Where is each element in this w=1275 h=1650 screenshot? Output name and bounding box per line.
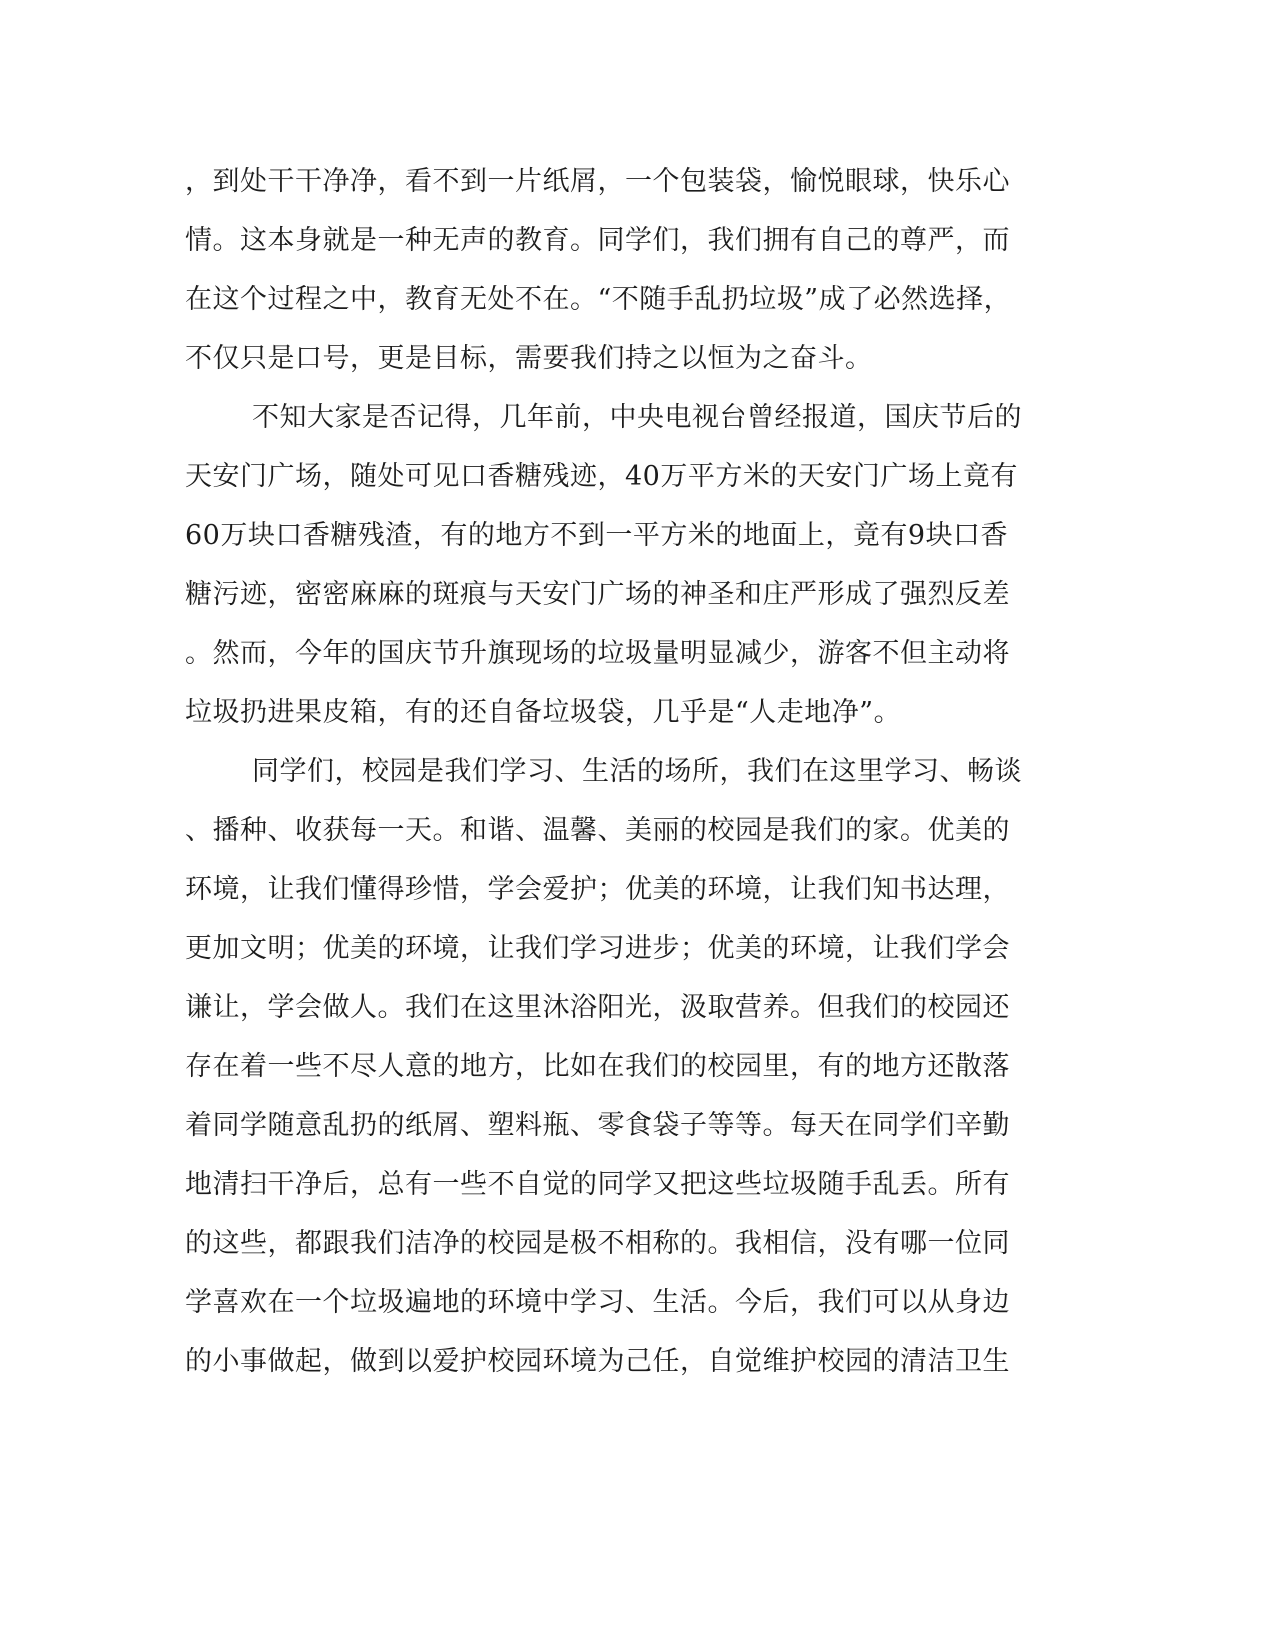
text-line: 谦让，学会做人。我们在这里沐浴阳光，汲取营养。但我们的校园还 [185, 992, 1010, 1023]
text-line: ，到处干干净净，看不到一片纸屑，一个包装袋，愉悦眼球，快乐心 [185, 166, 1010, 197]
text-line: 情。这本身就是一种无声的教育。同学们，我们拥有自己的尊严，而 [185, 225, 1010, 256]
text-line: 环境，让我们懂得珍惜，学会爱护；优美的环境，让我们知书达理， [185, 874, 1010, 905]
text-line: 糖污迹，密密麻麻的斑痕与天安门广场的神圣和庄严形成了强烈反差 [185, 579, 1010, 610]
text-line: 天安门广场，随处可见口香糖残迹，40万平方米的天安门广场上竟有 [185, 461, 1018, 492]
text-line: 60万块口香糖残渣，有的地方不到一平方米的地面上，竟有9块口香 [185, 520, 1009, 551]
text-line: 的这些，都跟我们洁净的校园是极不相称的。我相信，没有哪一位同 [185, 1228, 1010, 1259]
text-line: 不仅只是口号，更是目标，需要我们持之以恒为之奋斗。 [185, 343, 873, 374]
paragraph-first-line: 同学们，校园是我们学习、生活的场所，我们在这里学习、畅谈 [252, 756, 1022, 787]
text-line: 的小事做起，做到以爱护校园环境为己任，自觉维护校园的清洁卫生 [185, 1346, 1010, 1377]
text-line: 、播种、收获每一天。和谐、温馨、美丽的校园是我们的家。优美的 [185, 815, 1010, 846]
text-line: 更加文明；优美的环境，让我们学习进步；优美的环境，让我们学会 [185, 933, 1010, 964]
paragraph-first-line: 不知大家是否记得，几年前，中央电视台曾经报道，国庆节后的 [252, 402, 1022, 433]
text-line: 在这个过程之中，教育无处不在。“不随手乱扔垃圾”成了必然选择， [185, 284, 1012, 315]
text-line: 。然而，今年的国庆节升旗现场的垃圾量明显减少，游客不但主动将 [185, 638, 1010, 669]
text-line: 垃圾扔进果皮箱，有的还自备垃圾袋，几乎是“人走地净”。 [185, 697, 902, 728]
text-line: 地清扫干净后，总有一些不自觉的同学又把这些垃圾随手乱丢。所有 [185, 1169, 1010, 1200]
text-line: 学喜欢在一个垃圾遍地的环境中学习、生活。今后，我们可以从身边 [185, 1287, 1010, 1318]
text-line: 着同学随意乱扔的纸屑、塑料瓶、零食袋子等等。每天在同学们辛勤 [185, 1110, 1010, 1141]
text-line: 存在着一些不尽人意的地方，比如在我们的校园里，有的地方还散落 [185, 1051, 1010, 1082]
